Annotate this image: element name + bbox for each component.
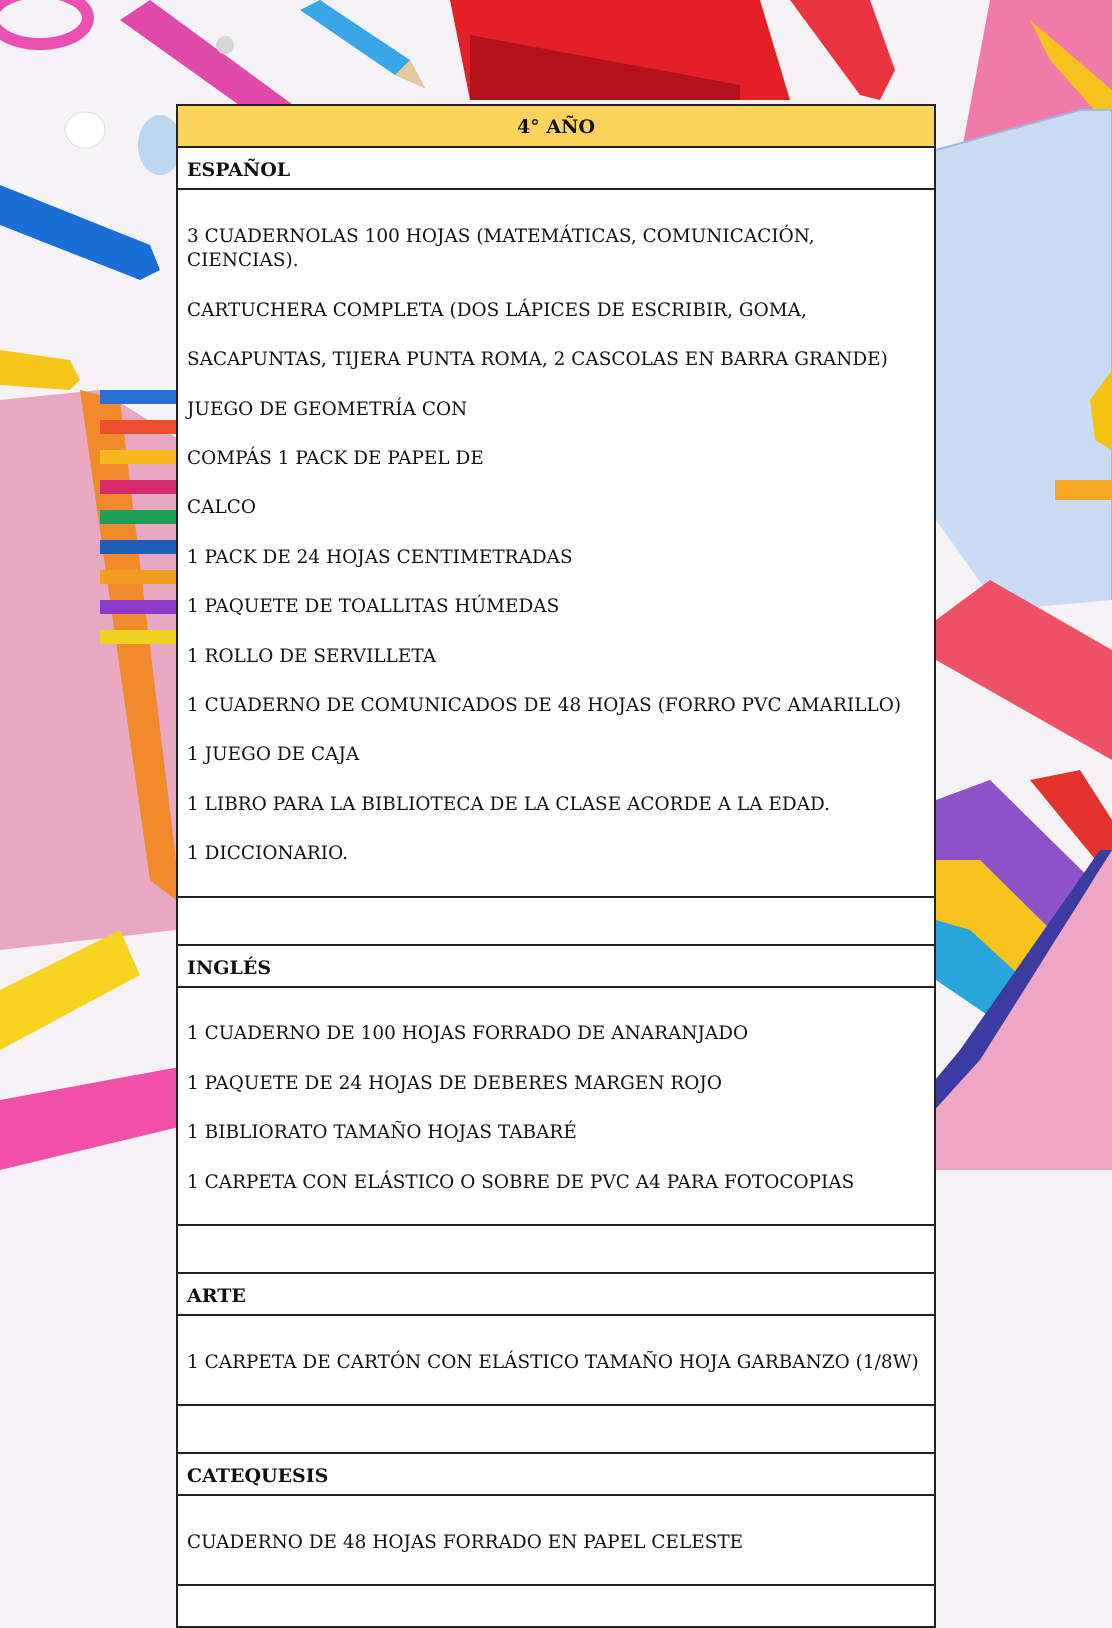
empty-row xyxy=(178,1406,934,1454)
subject-heading-arte: ARTE xyxy=(178,1274,934,1316)
list-item: COMPÁS 1 PACK DE PAPEL DE xyxy=(187,448,484,470)
list-item: 1 PACK DE 24 HOJAS CENTIMETRADAS xyxy=(187,546,573,568)
grade-title: 4° AÑO xyxy=(178,106,934,148)
subject-heading-espanol: ESPAÑOL xyxy=(178,148,934,190)
supply-list-arte xyxy=(178,1316,934,1406)
list-item: 1 PAQUETE DE 24 HOJAS DE DEBERES MARGEN ROJO xyxy=(187,1072,722,1094)
empty-row xyxy=(178,1226,934,1274)
list-item: CARTUCHERA COMPLETA (DOS LÁPICES DE ESCRIBIR, GOMA, xyxy=(187,299,807,321)
empty-row xyxy=(178,898,934,946)
list-item: SACAPUNTAS, TIJERA PUNTA ROMA, 2 CASCOLAS EN BARRA GRANDE) xyxy=(187,349,888,371)
supply-list-espanol xyxy=(178,190,934,898)
list-item: 1 ROLLO DE SERVILLETA xyxy=(187,645,437,667)
list-item: 1 LIBRO PARA LA BIBLIOTECA DE LA CLASE ACORDE A LA EDAD. xyxy=(187,793,831,815)
list-item: 3 CUADERNOLAS 100 HOJAS (MATEMÁTICAS, COMUNICACIÓN, CIENCIAS). xyxy=(187,225,815,272)
list-item: CUADERNO DE 48 HOJAS FORRADO EN PAPEL CELESTE xyxy=(187,1531,744,1553)
list-item: 1 CARPETA DE CARTÓN CON ELÁSTICO TAMAÑO HOJA GARBANZO (1/8W) xyxy=(187,1351,919,1373)
subject-heading-catequesis: CATEQUESIS xyxy=(178,1454,934,1496)
supply-list-ingles xyxy=(178,988,934,1226)
list-item: JUEGO DE GEOMETRÍA CON xyxy=(187,398,468,420)
list-item: CALCO xyxy=(187,497,256,519)
list-item: 1 CARPETA CON ELÁSTICO O SOBRE DE PVC A4 PARA FOTOCOPIAS xyxy=(187,1171,855,1193)
empty-row xyxy=(178,1586,934,1626)
supply-list-catequesis xyxy=(178,1496,934,1586)
list-item: 1 JUEGO DE CAJA xyxy=(187,744,360,766)
list-item: 1 DICCIONARIO. xyxy=(187,843,349,865)
list-item: 1 BIBLIORATO TAMAÑO HOJAS TABARÉ xyxy=(187,1122,577,1144)
list-item: 1 CUADERNO DE 100 HOJAS FORRADO DE ANARANJADO xyxy=(187,1023,749,1045)
school-supply-list-table xyxy=(176,104,936,1628)
subject-heading-ingles: INGLÉS xyxy=(178,946,934,988)
list-item: 1 CUADERNO DE COMUNICADOS DE 48 HOJAS (FORRO PVC AMARILLO) xyxy=(187,695,902,717)
list-item: 1 PAQUETE DE TOALLITAS HÚMEDAS xyxy=(187,596,560,618)
